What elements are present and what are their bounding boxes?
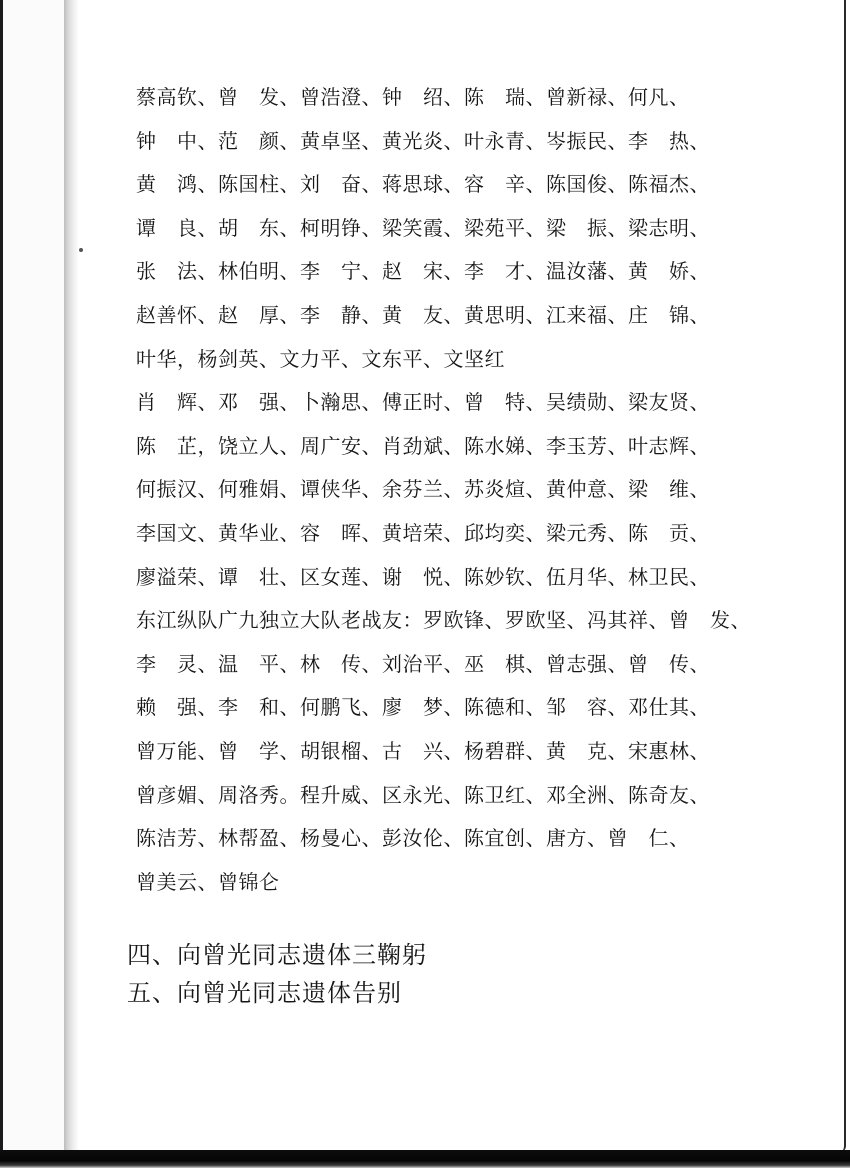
- name-line: 蔡高钦、曾 发、曾浩澄、钟 绍、陈 瑞、曾新禄、何凡、: [136, 85, 690, 109]
- name-line: 谭 良、胡 东、柯明铮、梁笑霞、梁苑平、梁 振、梁志明、: [136, 215, 710, 240]
- name-line: 黄 鸿、陈国柱、刘 奋、蒋思球、容 辛、陈国俊、陈福杰、: [136, 172, 710, 197]
- name-line: 陈 芷，饶立人、周广安、肖劲斌、陈水娣、李玉芳、叶志辉、: [136, 433, 710, 458]
- scan-bottom-edge: [0, 1150, 850, 1168]
- attendee-name-list: [136, 82, 751, 910]
- name-line: 肖 辉、邓 强、卜瀚思、傅正时、曾 特、吴绩勋、梁友贤、: [136, 390, 710, 415]
- ceremony-steps: [127, 937, 427, 1013]
- name-line: 何振汉、何雅娟、谭侠华、余芬兰、苏炎煊、黄仲意、梁 维、: [136, 477, 710, 502]
- binding-shadow: [64, 0, 78, 1150]
- name-line: 曾彦媚、周洛秀。程升威、区永光、陈卫红、邓全洲、陈奇友、: [136, 782, 710, 807]
- name-line: 叶华，杨剑英、文力平、文东平、文坚红: [136, 346, 505, 371]
- step-five-heading: 五、向曾光同志遗体告别: [127, 979, 402, 1007]
- name-line: 曾万能、曾 学、胡银榴、古 兴、杨碧群、黄 克、宋惠林、: [136, 738, 710, 763]
- step-four-heading: 四、向曾光同志遗体三鞠躬: [127, 941, 427, 969]
- name-line: 赵善怀、赵 厚、李 静、黄 友、黄思明、江来福、庄 锦、: [136, 302, 710, 327]
- scan-speck: [79, 248, 83, 252]
- name-line: 曾美云、曾锦仑: [136, 869, 280, 894]
- name-line: 东江纵队广九独立大队老战友：罗欧锋、罗欧坚、冯其祥、曾 发、: [136, 608, 751, 633]
- name-line: 赖 强、李 和、何鹏飞、廖 梦、陈德和、邹 容、邓仕其、: [136, 695, 710, 720]
- name-line: 李国文、黄华业、容 晖、黄培荣、邱均奕、梁元秀、陈 贡、: [136, 520, 710, 545]
- name-line: 李 灵、温 平、林 传、刘治平、巫 棋、曾志强、曾 传、: [136, 651, 710, 676]
- name-line: 陈洁芳、林帮盈、杨曼心、彭汝伦、陈宜创、唐方、曾 仁、: [136, 826, 690, 851]
- name-line: 钟 中、范 颜、黄卓坚、黄光炎、叶永青、岑振民、李 热、: [136, 128, 710, 153]
- scan-left-margin: [3, 0, 67, 1150]
- name-line: 廖溢荣、谭 壮、区女莲、谢 悦、陈妙钦、伍月华、林卫民、: [136, 564, 710, 589]
- name-line: 张 法、林伯明、李 宁、赵 宋、李 才、温汝藩、黄 娇、: [136, 259, 710, 284]
